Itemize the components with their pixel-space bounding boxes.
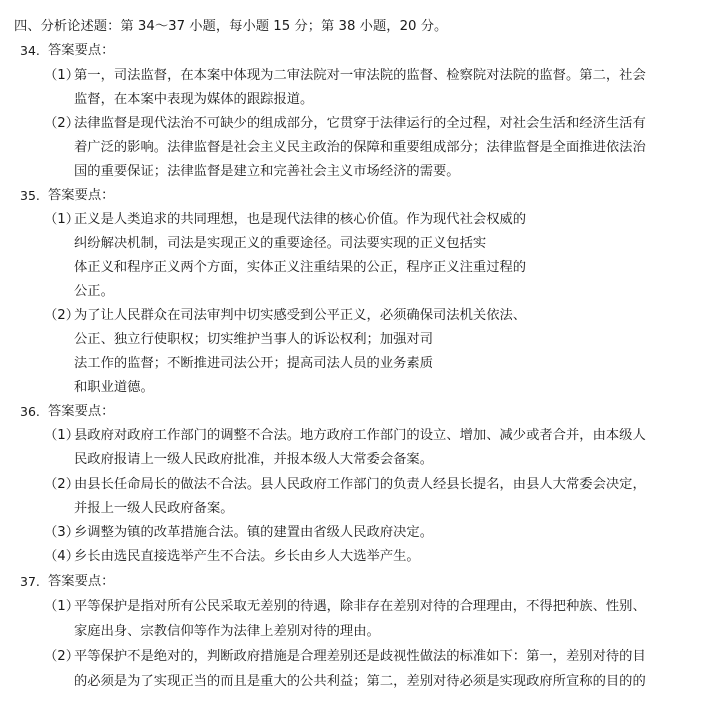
- item-marker-36-2: （2）: [44, 477, 80, 492]
- question-number-36: 36.: [20, 404, 40, 419]
- answer-line: 监督，在本案中表现为媒体的跟踪报道。: [74, 92, 314, 107]
- answer-line: 公正。: [74, 284, 114, 299]
- item-marker-36-1: （1）: [44, 428, 80, 443]
- item-marker-34-2: （2）: [44, 116, 80, 131]
- answer-line: 由县长任命局长的做法不合法。县人民政府工作部门的负责人经县长提名，由县人大常委会决定，: [74, 477, 646, 492]
- answer-line: 着广泛的影响。法律监督是社会主义民主政治的保障和重要组成部分；法律监督是全面推进依法治: [74, 140, 646, 155]
- answer-line: 并报上一级人民政府备案。: [74, 501, 234, 516]
- item-marker-35-2: （2）: [44, 308, 80, 323]
- answer-line: 法工作的监督；不断推进司法公开；提高司法人员的业务素质: [74, 356, 434, 371]
- item-marker-35-1: （1）: [44, 212, 80, 227]
- answer-line: 民政府报请上一级人民政府批准，并报本级人大常委会备案。: [74, 452, 434, 467]
- section-heading: 四、分析论述题：第 34～37 小题，每小题 15 分；第 38 小题，20 分。: [14, 19, 448, 34]
- item-marker-36-4: （4）: [44, 549, 80, 564]
- answer-line: 平等保护是指对所有公民采取无差别的待遇，除非存在差别对待的合理理由，不得把种族、性别、: [74, 599, 646, 614]
- question-number-34: 34.: [20, 43, 40, 58]
- answer-line: 的必须是为了实现正当的而且是重大的公共利益；第二，差别对待必须是实现政府所宣称的目的的: [74, 674, 646, 689]
- answer-line: 乡长由选民直接选举产生不合法。乡长由乡人大选举产生。: [74, 549, 420, 564]
- question-number-35: 35.: [20, 188, 40, 203]
- answer-line: 纠纷解决机制，司法是实现正义的重要途径。司法要实现的正义包括实: [74, 236, 487, 251]
- item-marker-34-1: （1）: [44, 68, 80, 83]
- question-number-37: 37.: [20, 574, 40, 589]
- answer-line: 县政府对政府工作部门的调整不合法。地方政府工作部门的设立、增加、减少或者合并，由本级人: [74, 428, 646, 443]
- answer-line: 公正、独立行使职权；切实维护当事人的诉讼权利；加强对司: [74, 332, 434, 347]
- answer-line: 和职业道德。: [74, 380, 154, 395]
- answer-line: 正义是人类追求的共同理想，也是现代法律的核心价值。作为现代社会权威的: [74, 212, 527, 227]
- answer-heading-36: 答案要点：: [48, 404, 115, 419]
- answer-line: 平等保护不是绝对的，判断政府措施是合理差别还是歧视性做法的标准如下：第一，差别对待的目: [74, 649, 646, 664]
- answer-line: 体正义和程序正义两个方面，实体正义注重结果的公正，程序正义注重过程的: [74, 260, 527, 275]
- answer-heading-35: 答案要点：: [48, 188, 115, 203]
- answer-line: 家庭出身、宗教信仰等作为法律上差别对待的理由。: [74, 624, 380, 639]
- answer-heading-37: 答案要点：: [48, 574, 115, 589]
- item-marker-37-1: （1）: [44, 599, 80, 614]
- answer-line: 乡调整为镇的改革措施合法。镇的建置由省级人民政府决定。: [74, 525, 434, 540]
- item-marker-37-2: （2）: [44, 649, 80, 664]
- answer-line: 法律监督是现代法治不可缺少的组成部分，它贯穿于法律运行的全过程，对社会生活和经济生活有: [74, 116, 646, 131]
- item-marker-36-3: （3）: [44, 525, 80, 540]
- answer-line: 国的重要保证；法律监督是建立和完善社会主义市场经济的需要。: [74, 164, 460, 179]
- answer-heading-34: 答案要点：: [48, 43, 115, 58]
- answer-line: 为了让人民群众在司法审判中切实感受到公平正义，必须确保司法机关依法、: [74, 308, 527, 323]
- answer-line: 第一，司法监督，在本案中体现为二审法院对一审法院的监督、检察院对法院的监督。第二，社会: [74, 68, 646, 83]
